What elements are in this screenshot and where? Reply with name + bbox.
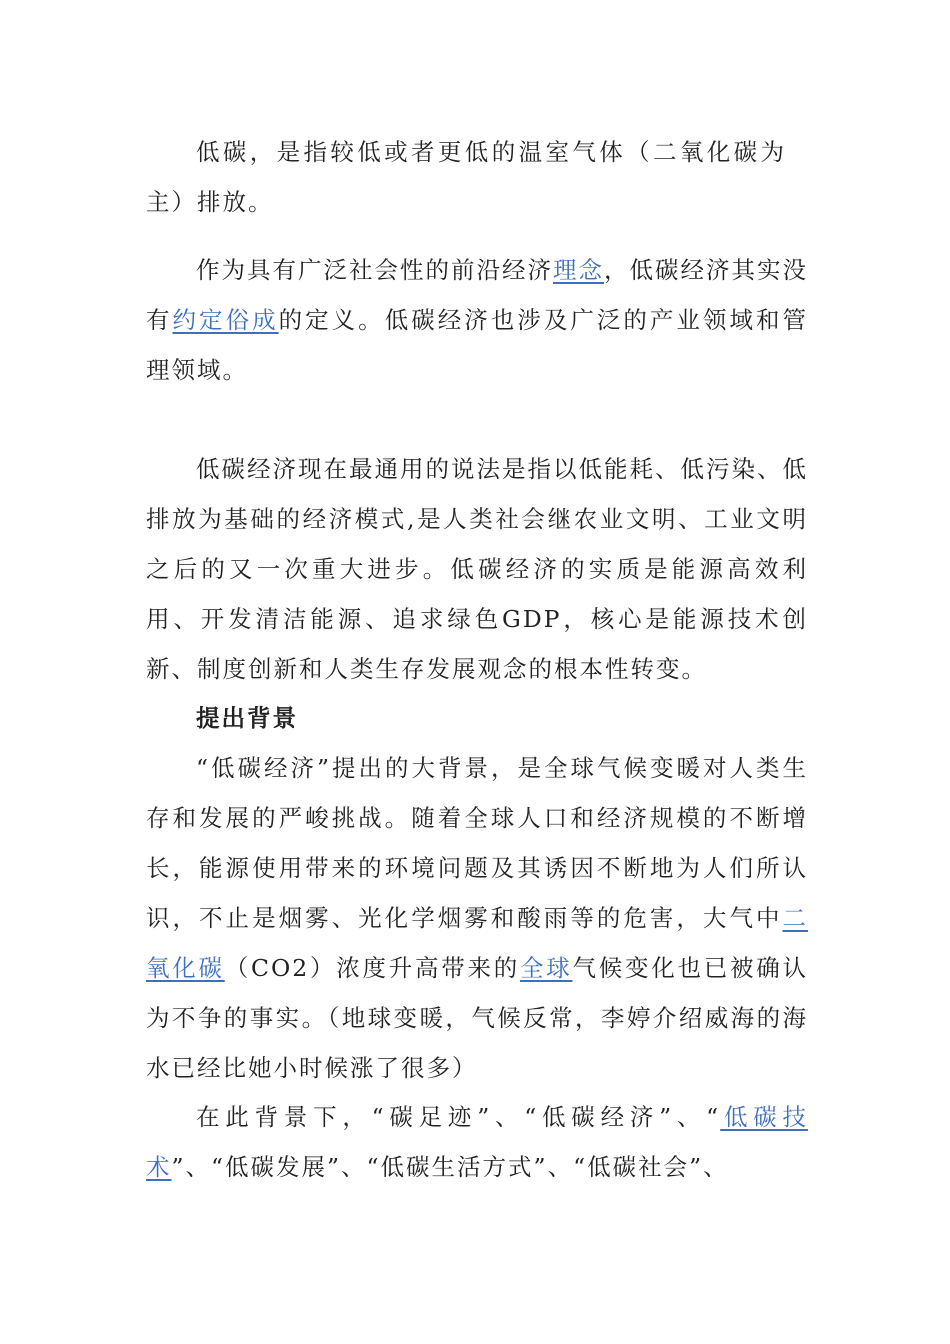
paragraph-background (146, 743, 808, 1093)
paragraph-text: “低碳经济”提出的大背景，是全球气候变暖对人类生存和发展的严峻挑战。随着全球人口和经济规模的不断增长，能源使用带来的环境问题及其诱因不断地为人们所认识，不止是烟雾、光化学烟雾和酸雨等的危害，大气中 (146, 754, 808, 932)
paragraph-terms (146, 1092, 808, 1192)
link-carbon-dioxide[interactable]: 二氧化碳 (146, 904, 808, 982)
link-global[interactable]: 全球 (519, 954, 573, 982)
link-concept[interactable]: 理念 (553, 256, 604, 284)
paragraph-text: ，低碳经济其实没有 (146, 256, 808, 334)
paragraph-text: （CO2）浓度升高带来的 (224, 954, 520, 982)
link-convention[interactable]: 约定俗成 (172, 306, 279, 334)
paragraph-text: 的定义。低碳经济也涉及广泛的产业领域和管理领域。 (146, 306, 809, 384)
link-low-carbon-technology[interactable]: 低碳技术 (146, 1103, 808, 1181)
paragraph-definition (146, 127, 786, 227)
paragraph-text: 低碳，是指较低或者更低的温室气体（二氧化碳为主）排放。 (146, 138, 786, 216)
paragraph-common-definition (146, 444, 808, 694)
paragraph-text: 作为具有广泛社会性的前沿经济 (196, 256, 553, 284)
paragraph-text: ”、“低碳发展”、“低碳生活方式”、“低碳社会”、 (171, 1153, 729, 1181)
paragraph-text: 在此背景下，“碳足迹”、“低碳经济”、“ (196, 1103, 721, 1131)
paragraph-text: 低碳经济现在最通用的说法是指以低能耗、低污染、低排放为基础的经济模式,是人类社会继农业文明、工业文明之后的又一次重大进步。低碳经济的实质是能源高效利用、开发清洁能源、追求绿色GDP，核心是能源技术创新、制度创新和人类生存发展观念的根本性转变。 (146, 455, 808, 683)
paragraph-concept (146, 245, 808, 395)
paragraph-text: 气候变化也已被确认为不争的事实。（地球变暖，气候反常，李婷介绍威海的海水已经比她小时候涨了很多） (146, 954, 809, 1082)
section-heading: 提出背景 (196, 704, 298, 732)
